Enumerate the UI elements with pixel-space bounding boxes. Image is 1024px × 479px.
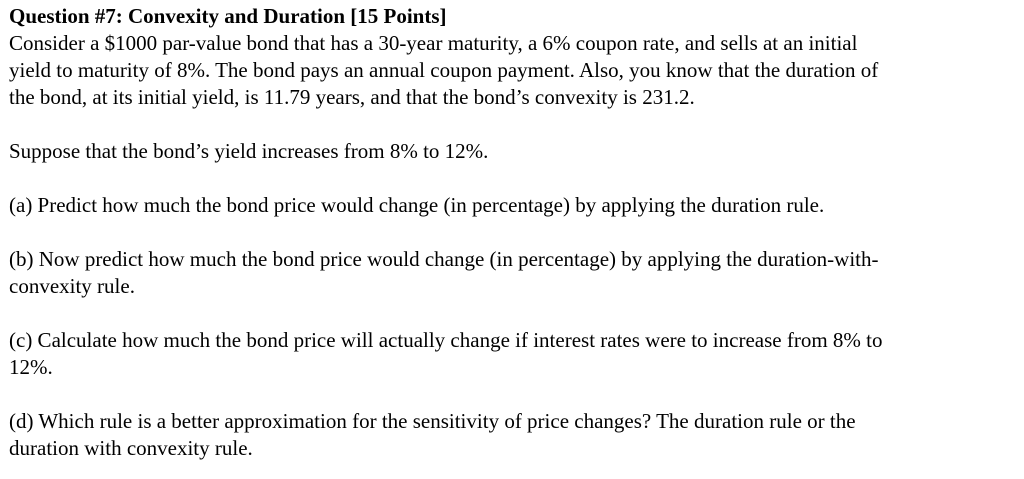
paragraph-gap bbox=[9, 381, 1017, 408]
part-b bbox=[9, 246, 1017, 300]
paragraph-gap bbox=[9, 111, 1017, 138]
part-b-line: (b) Now predict how much the bond price would change (in percentage) by applying the duration-with- bbox=[9, 247, 879, 271]
part-a bbox=[9, 192, 1017, 219]
part-d bbox=[9, 408, 1017, 462]
scenario-text: Suppose that the bond’s yield increases from 8% to 12%. bbox=[9, 139, 489, 163]
intro-line: yield to maturity of 8%. The bond pays an annual coupon payment. Also, you know that the duration of bbox=[9, 58, 879, 82]
part-d-line: duration with convexity rule. bbox=[9, 436, 253, 460]
part-c-line: (c) Calculate how much the bond price will actually change if interest rates were to increase from 8% to bbox=[9, 328, 883, 352]
part-a-line: (a) Predict how much the bond price would change (in percentage) by applying the duration rule. bbox=[9, 193, 825, 217]
part-d-line: (d) Which rule is a better approximation for the sensitivity of price changes? The duration rule or the bbox=[9, 409, 856, 433]
intro-line: the bond, at its initial yield, is 11.79 years, and that the bond’s convexity is 231.2. bbox=[9, 85, 695, 109]
intro-line: Consider a $1000 par-value bond that has a 30-year maturity, a 6% coupon rate, and sells at an initial bbox=[9, 31, 858, 55]
intro-paragraph bbox=[9, 30, 1017, 111]
question-title: Question #7: Convexity and Duration [15 Points] bbox=[9, 4, 447, 28]
document-page bbox=[9, 3, 1017, 462]
paragraph-gap bbox=[9, 300, 1017, 327]
part-b-line: convexity rule. bbox=[9, 274, 135, 298]
paragraph-gap bbox=[9, 165, 1017, 192]
part-c-line: 12%. bbox=[9, 355, 53, 379]
paragraph-gap bbox=[9, 219, 1017, 246]
part-c bbox=[9, 327, 1017, 381]
